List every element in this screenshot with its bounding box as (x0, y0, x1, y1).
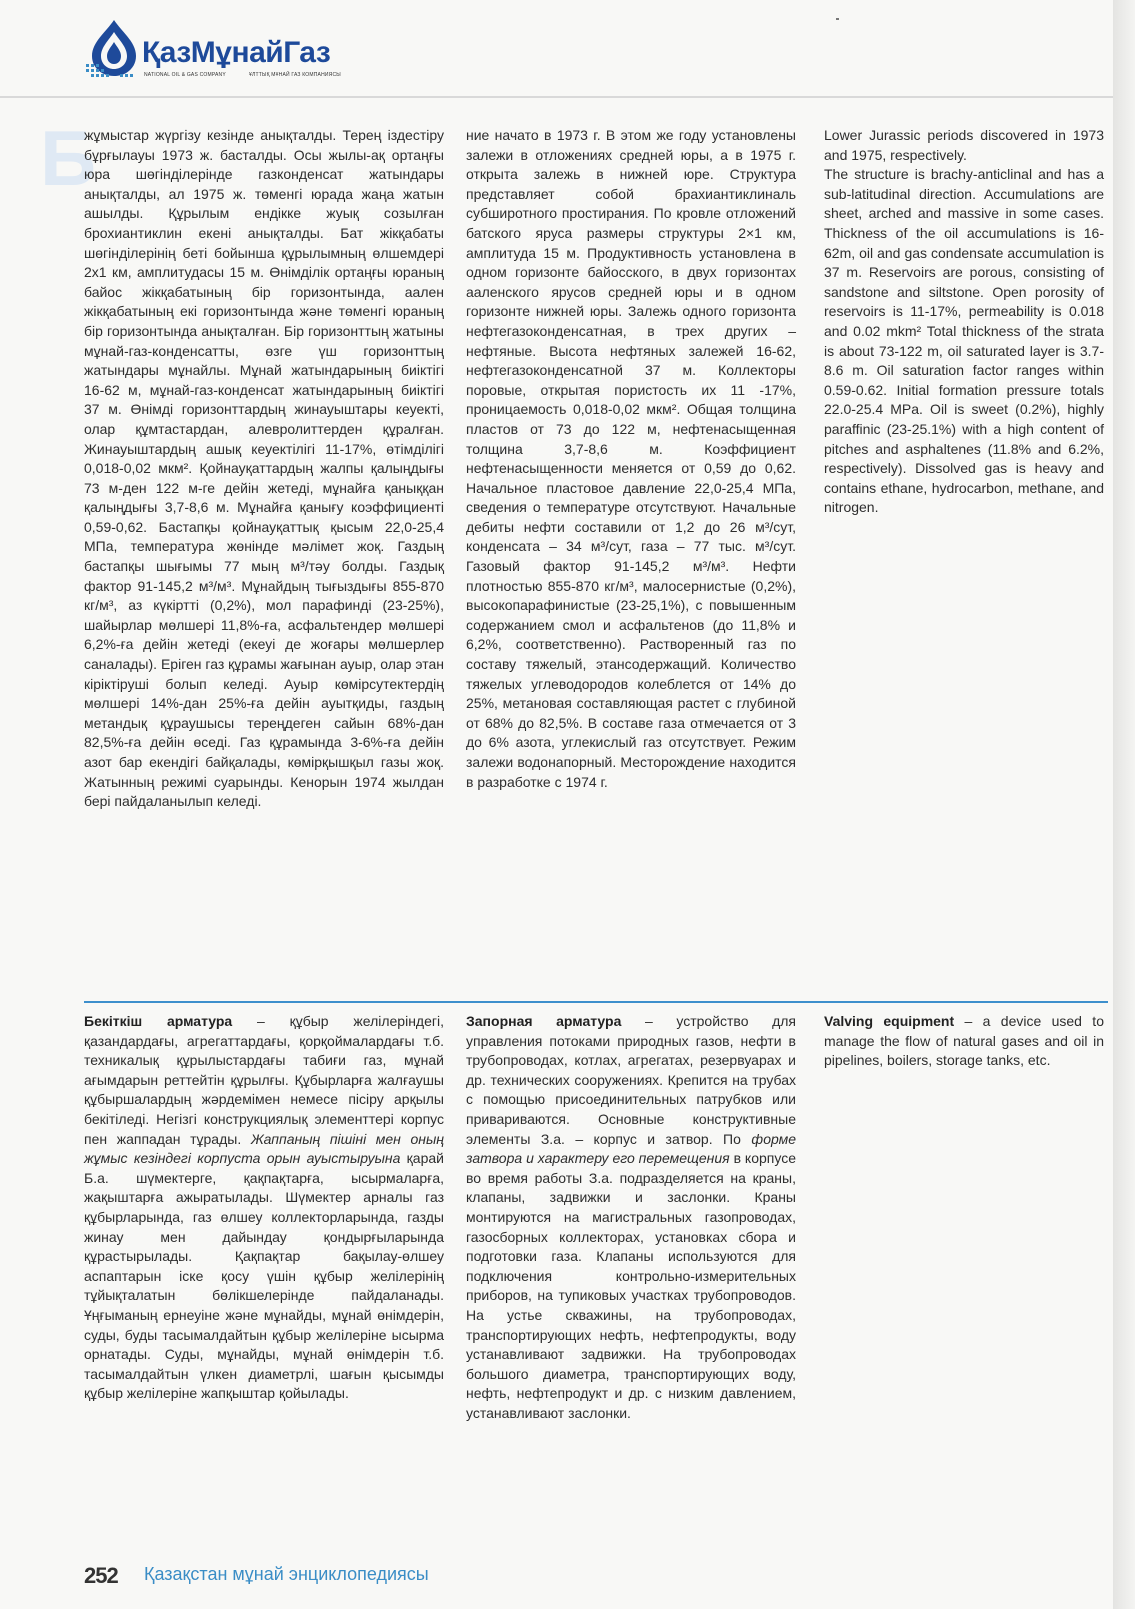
company-logo (84, 18, 404, 80)
logo-wordmark: ҚазМұнайГаз (142, 36, 331, 69)
article-paragraph: жұмыстар жүргізу кезінде анықталды. Терең іздестіру бұрғылауы 1973 ж. басталды. Осы жылы-ақ ортаңғы юра шөгінділерінде газконденсат жатындары анықталды, ал 1975 ж. төменгі юрада жаңа жатын ашылды. Құрылым ендікке жуық созылған брохиантиклин екені анықталды. Бат жікқабаты шөгінділерінің беті бойынша құрылымның өлшемдері 2х1 км, амплитудасы 15 м. Өнімділік ортаңғы юраның байос жікқабатының бір горизонтында, аален жікқабатының екі горизонтында және төменгі юраның бір горизонтында анықталған. Бір горизонттың жатыны мұнай-газ-конденсатты, өзге үш горизонттың жатындары мұнайлы. Мұнай жатындарының биіктігі 16-62 м, мұнай-газ-конденсат жатындарының биіктігі 37 м. Өнімді горизонттардың жинауыштары кеуекті, олар құмтастардан, алевролиттерден құралған. Жинауыштардың ашық кеуектілігі 11-17%, өтімділігі 0,018-0,02 мкм². Қойнауқаттардың жалпы қалыңдығы 73 м-ден 122 м-ге дейін жетеді, мұнайға қаныққан қалыңдығы 3,7-8,6 м. Мұнайға қанығу коэффициенті 0,59-0,62. Бастапқы қойнауқаттық қысым 22,0-25,4 МПа, температура жөнінде мәлімет жоқ. Газдың бастапқы шығымы 77 мың м³/тәу болды. Газдық фактор 91-145,2 м³/м³. Мұнайдың тығыздығы 855-870 кг/м³, аз күкіртті (0,2%), мол парафинді (23-25%), шайырлар мөлшері 11,8%-ға, асфальтендер мөлшері 6,2%-ға дейін жетеді (екеуі де жоғары мөлшерлер саналады). Еріген газ құрамы жағынан ауыр, олар этан кіріктіруші болып келеді. Ауыр көмірсутектердің мөлшері 14%-дан 25%-ға дейін ауытқиды, газдың метандық құраушысы тереңдеген сайын 68%-дан 82,5%-ға дейін өседі. Газ құрамында 3-6%-ға дейін азот бар екендігі байқалады, көмірқышқыл газы жоқ. Жатынның режимі суарынды. Кенорын 1974 жылдан бері пайдаланылып келеді. (84, 127, 444, 810)
entry-body (824, 1012, 1104, 1071)
entry-body (466, 1012, 796, 1423)
logo-subtitle-kz: ҰЛТТЫҚ МҰНАЙ ГАЗ КОМПАНИЯСЫ (249, 72, 341, 78)
section-divider (84, 1001, 1108, 1003)
article-paragraph: ние начато в 1973 г. В этом же году установлены залежи в отложениях средней юры, а в 1975 г. открыта залежь в нижней юре. Структура представляет собой брахиантиклиналь субширотного простирания. По кровле отложений батского яруса размеры структуры 2×1 км, амплитуда 15 м. Продуктивность установлена в одном горизонте байосского, в двух горизонтах ааленского ярусов средней юры и в одном горизонте нижней юры. Залежь одного горизонта нефтегазоконденсатная, в трех других – нефтяные. Высота нефтяных залежей 16-62, нефтегазоконденсатной 37 м. Коллекторы поровые, открытая пористость их 11 -17%, проницаемость 0,018-0,02 мкм². Общая толщина пластов от 73 до 122 м, нефтенасыщенная толщина 3,7-8,6 м. Коэффициент нефтенасыщенности меняется от 0,59 до 0,62. Начальное пластовое давление 22,0-25,4 МПа, сведения о температуре отсутствуют. Начальные дебиты нефти составили от 1,2 до 26 м³/сут, конденсата – 34 м³/сут, газа – 77 тыс. м³/сут. Газовый фактор 91-145,2 м³/м³. Нефти плотностью 855-870 кг/м³, малосернистые (0,2%), высокопарафинистые (23-25,1%), с повышенным содержанием смол и асфальтенов (до 11,8% и 6,2%, соответственно). Растворенный газ по составу тяжелый, этансодержащий. Количество тяжелых углеводородов колеблется от 14% до 25%, метановая составляющая растет с глубиной от 68% до 82,5%. В составе газа отмечается от 3 до 6% азота, углекислый газ отсутствует. Режим залежи водонапорный. Месторождение находится в разработке с 1974 г. (466, 127, 796, 790)
article-paragraph: The structure is brachy-anticlinal and has a sub-latitudinal direction. Accumulations are sheet, arched and massive in some cases. Thickness of the oil accumulations is 16-62m, oil and gas condensate accumulation is 37 m. Reservoirs are porous, consisting of sandstone and siltstone. Open porosity of reservoirs is 11-17%, permeability is 0.018 and 0.02 mkm² Total thickness of the strata is about 73-122 m, oil saturated layer is 3.7-8.6 m. Oil saturation factor ranges within 0.59-0.62. Initial formation pressure totals 22.0-25.4 MPa. Oil is sweet (0.2%), highly paraffinic (23-25.1%) with a high content of pitches and asphaltenes (11.8% and 6.2%, respectively). Dissolved gas is heavy and contains ethane, hydrocarbon, methane, and nitrogen. (824, 166, 1104, 516)
section-letter-marker: Б (40, 114, 97, 202)
entry-term: Бекіткіш арматура (84, 1013, 233, 1029)
article-column-english (824, 126, 1104, 518)
logo-subtitle-en: NATIONAL OIL & GAS COMPANY (144, 72, 226, 78)
drop-logo-icon (84, 18, 140, 80)
entry-italic-text: Жаппаның пішіні мен оның жұмыс кезіндегі корпуста орын ауыстыруына (84, 1130, 445, 1167)
entry-text: в корпусе во время работы З.а. подразделяется на краны, клапаны, задвижки и заслонки. Краны монтируются на магистральных газопроводах, газосборных коллекторах, установках сбора и подготовки газа. Клапаны используются для подключения контрольно-измерительных приборов, на тупиковых участках трубопроводов. На устье скважины, на трубопроводах, транспортирующих нефть, нефтепродукты, воду устанавливают задвижки. На трубопроводах большого диаметра, транспортирующих воду, нефть, нефтепродукт и др. с низким давлением, устанавливают заслонки. (466, 1150, 796, 1421)
article-paragraph: Lower Jurassic periods discovered in 1973 and 1975, respectively. (824, 127, 1104, 163)
scan-speck (836, 18, 839, 20)
header-divider (0, 96, 1113, 98)
page-header (0, 0, 1135, 100)
entry-body (84, 1012, 444, 1404)
page-number: 252 (84, 1563, 118, 1588)
entry-text: – a device used to manage the flow of natural gases and oil in pipelines, boilers, storage tanks, etc. (824, 1013, 1104, 1069)
article-column-kazakh (84, 126, 444, 812)
entry-text: қарай Б.а. шүмектерге, қақпақтарға, ысырмаларға, жақыштарға ажыратылады. Шүмектер арналы газ құбырларында, газ өлшеу коллекторларында, газды жинау мен дайындау қондырғыларында құрастырылады. Қақпақтар бақылау-өлшеу аспаптарын іске қосу үшін құбыр желілерінің тұйықталатын бөлікшелерінде пайдаланады. Ұңғыманың ернеуіне және мұнайды, мұнай өнімдерін, суды, буды тасымалдайтын құбыр желілеріне ысырма орнатады. Суды, мұнайды, мұнай өнімдерін т.б. тасымалдайтын үлкен диаметрлі, шағын қысымды құбыр желілеріне жапқыштар қойылады. (84, 1150, 444, 1402)
entry-term: Запорная арматура (466, 1013, 622, 1029)
entry-term: Valving equipment (824, 1013, 955, 1029)
book-title: Қазақстан мұнай энциклопедиясы (144, 1564, 429, 1584)
entry-text: – құбыр желілеріндегі, қазандардағы, агрегаттардағы, қорқоймалардағы т.б. техникалық құрылыстардағы табиғи газ, мұнай ағымдарын реттейтін құрылғы. Құбырларға жалғаушы құбыршалардың жәрдемімен немесе пісіру арқылы бекітіледі. Негізгі конструкциялық элементтері корпус пен жаппадан тұрады. (84, 1013, 444, 1147)
entry-kazakh (84, 1012, 444, 1404)
page-edge-shadow (1113, 0, 1135, 1609)
entry-italic-text: форме затвора и характеру его перемещения (466, 1130, 796, 1167)
entry-text: – устройство для управления потоками природных газов, нефти в трубопроводах, котлах, агрегатах, резервуарах и др. технических сооружениях. Крепится на трубах с помощью присоединительных патрубков или привариваются. Основные конструктивные элементы З.а. – корпус и затвор. По (466, 1013, 796, 1147)
entry-russian (466, 1012, 796, 1423)
article-column-russian (466, 126, 796, 792)
entry-english (824, 1012, 1104, 1071)
